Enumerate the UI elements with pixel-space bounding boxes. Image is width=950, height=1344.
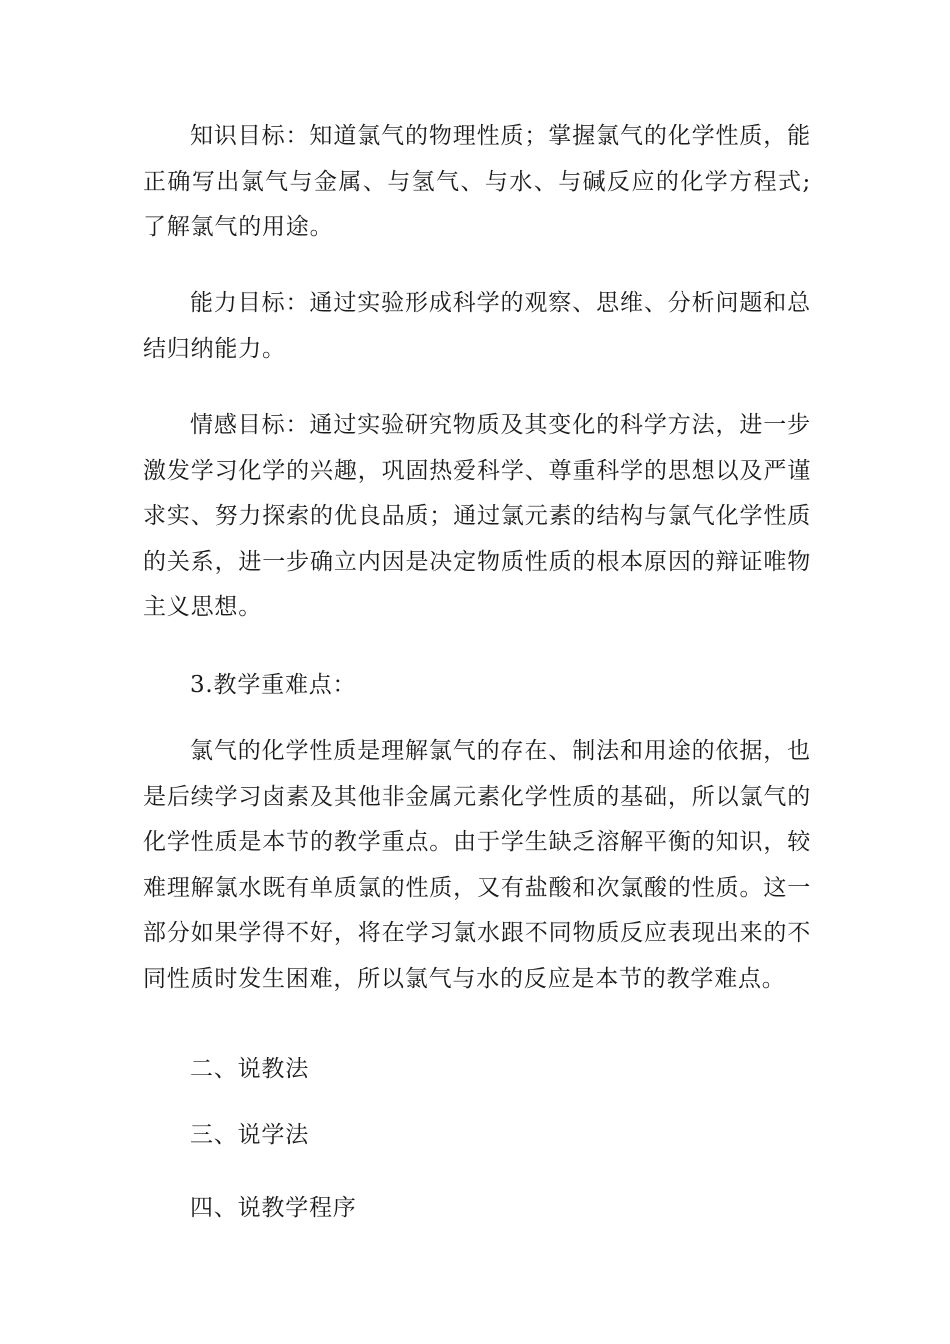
key-points-heading: 3.教学重难点：: [190, 672, 357, 698]
emotion-objective-paragraph: 情感目标：通过实验研究物质及其变化的科学方法，进一步激发学习化学的兴趣，巩固热爱科学、尊重科学的思想以及严谨求实、努力探索的优良品质；通过氯元素的结构与氯气化学性质的关系，进一步确立内因是决定物质性质的根本原因的辩证唯物主义思想。: [143, 412, 811, 621]
knowledge-objective-paragraph: 知识目标：知道氯气的物理性质；掌握氯气的化学性质，能正确写出氯气与金属、与氢气、与水、与碱反应的化学方程式;了解氯气的用途。: [143, 123, 811, 241]
key-points-paragraph: 氯气的化学性质是理解氯气的存在、制法和用途的依据，也是后续学习卤素及其他非金属元素化学性质的基础，所以氯气的化学性质是本节的教学重点。由于学生缺乏溶解平衡的知识，较难理解氯水既有单质氯的性质，又有盐酸和次氯酸的性质。这一部分如果学得不好，将在学习氯水跟不同物质反应表现出来的不同性质时发生困难，所以氯气与水的反应是本节的教学难点。: [143, 738, 811, 992]
section-heading-teaching-method: 二、说教法: [190, 1056, 309, 1082]
ability-objective-paragraph: 能力目标：通过实验形成科学的观察、思维、分析问题和总结归纳能力。: [143, 290, 811, 362]
section-heading-learning-method: 三、说学法: [190, 1122, 309, 1148]
section-heading-teaching-procedure: 四、说教学程序: [190, 1195, 357, 1221]
